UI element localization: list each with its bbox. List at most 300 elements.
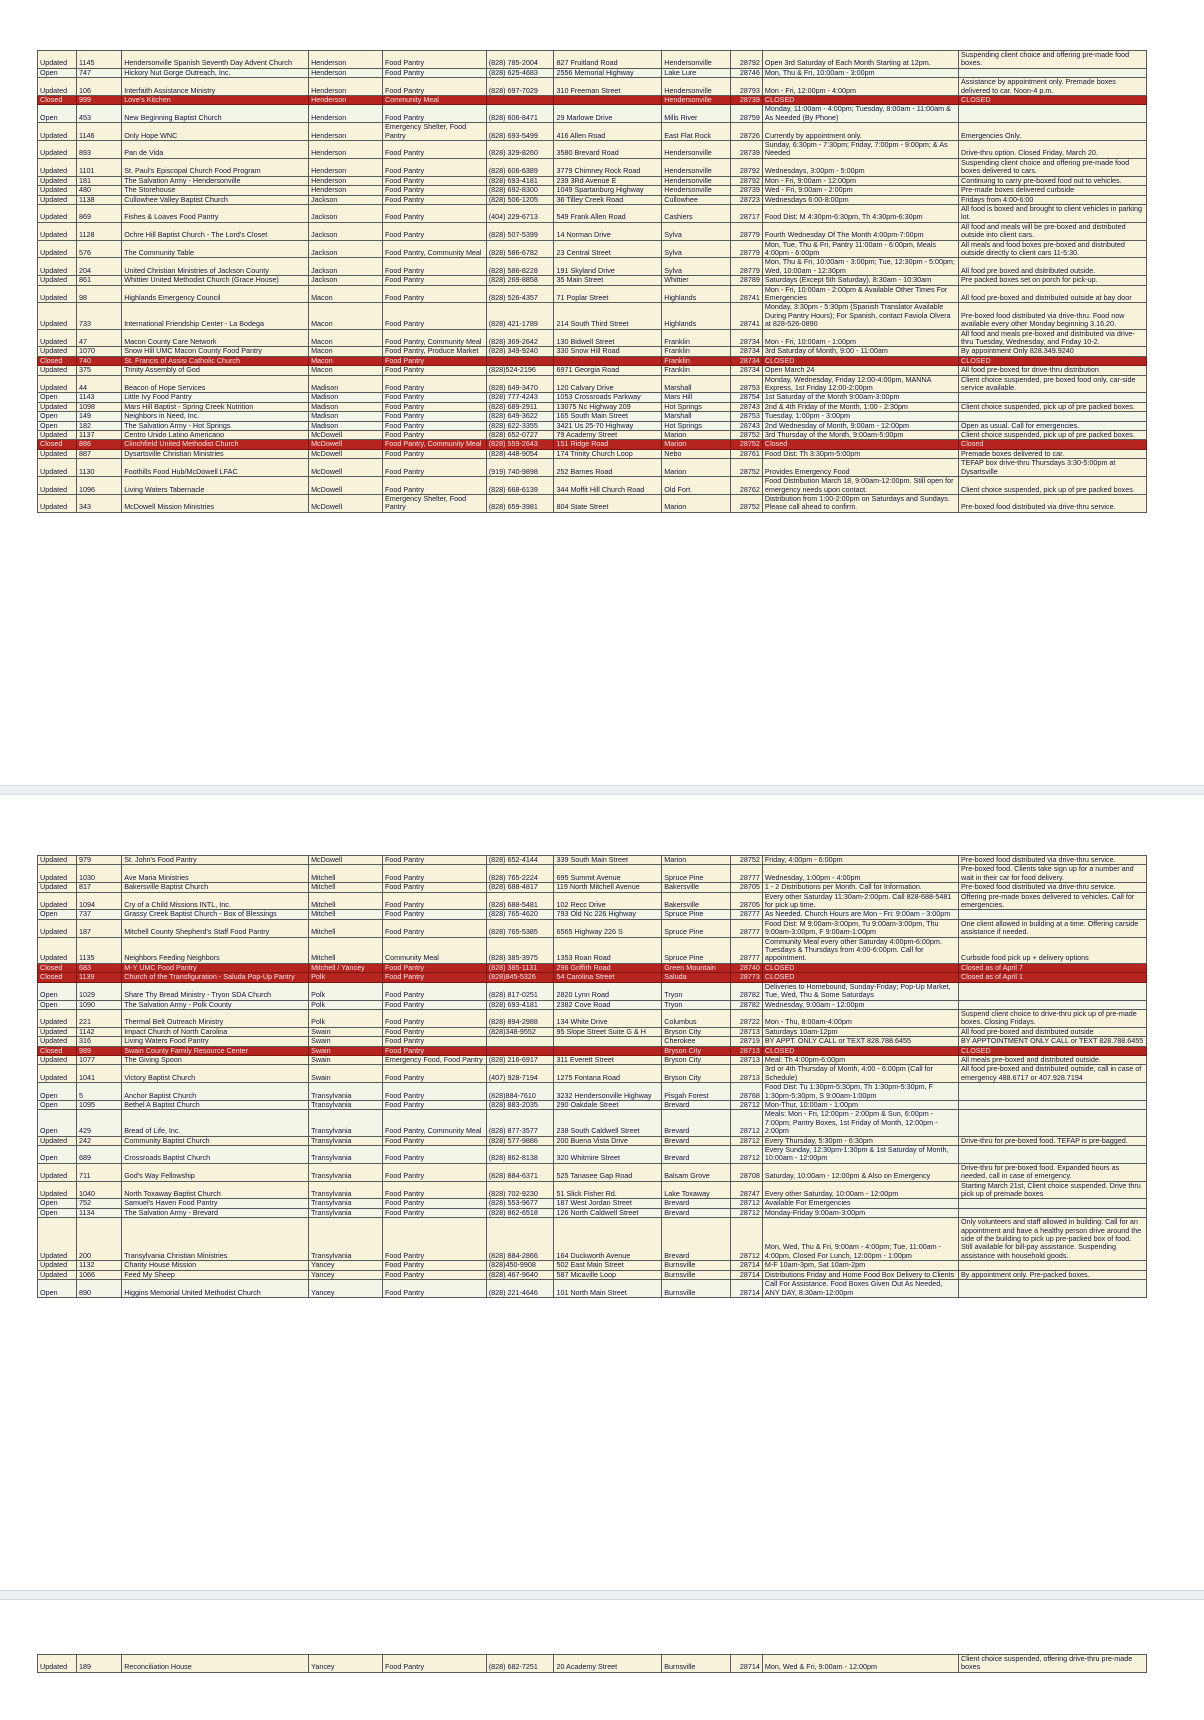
status-cell: Open bbox=[38, 1146, 77, 1164]
notes-cell: Assistance by appointment only. Premade boxes delivered to car. Noon-4 p.m. bbox=[959, 78, 1147, 96]
status-cell: Open bbox=[38, 910, 77, 919]
zip-cell: 28792 bbox=[731, 51, 763, 69]
hours-cell: Mon - Fri, 10:00am - 1:00pm bbox=[762, 329, 958, 347]
status-cell: Updated bbox=[38, 375, 77, 393]
address-cell bbox=[554, 1037, 662, 1046]
zip-cell: 28777 bbox=[731, 937, 763, 963]
city-cell: East Flat Rock bbox=[662, 123, 731, 141]
county-cell: Madison bbox=[309, 412, 383, 421]
sheet-page-2 bbox=[0, 795, 1204, 1590]
notes-cell: Pre-boxed food distributed via drive-thru service. bbox=[959, 856, 1147, 865]
county-cell: Mitchell bbox=[309, 892, 383, 910]
zip-cell: 28752 bbox=[731, 494, 763, 512]
id-cell: 1041 bbox=[77, 1065, 122, 1083]
phone-cell: (828) 329-8260 bbox=[486, 141, 554, 159]
name-cell: Macon County Care Network bbox=[122, 329, 309, 347]
address-cell: 695 Summit Avenue bbox=[554, 865, 662, 883]
name-cell: Clinchfield United Methodist Church bbox=[122, 440, 309, 449]
county-cell: McDowell bbox=[309, 477, 383, 495]
phone-cell: (828) 697-7029 bbox=[486, 78, 554, 96]
city-cell: Lake Lure bbox=[662, 68, 731, 77]
county-cell: Macon bbox=[309, 347, 383, 356]
county-cell: Henderson bbox=[309, 141, 383, 159]
county-cell: Jackson bbox=[309, 240, 383, 258]
phone-cell: (828) 862-6518 bbox=[486, 1208, 554, 1217]
hours-cell: 3rd Saturday of Month, 9:00 - 11:00am bbox=[762, 347, 958, 356]
hours-cell: 2nd & 4th Friday of the Month, 1:00 - 2:30pm bbox=[762, 402, 958, 411]
status-cell: Updated bbox=[38, 366, 77, 375]
name-cell: Cry of a Child Missions INTL, Inc. bbox=[122, 892, 309, 910]
name-cell: Crossroads Baptist Church bbox=[122, 1146, 309, 1164]
notes-cell: Emergencies Only. bbox=[959, 123, 1147, 141]
phone-cell: (828) 526-4357 bbox=[486, 285, 554, 303]
hours-cell: CLOSED bbox=[762, 1046, 958, 1055]
name-cell: Mitchell County Shepherd's Staff Food Pantry bbox=[122, 919, 309, 937]
address-cell: 1275 Fontana Road bbox=[554, 1065, 662, 1083]
city-cell: Mills River bbox=[662, 105, 731, 123]
zip-cell: 28777 bbox=[731, 865, 763, 883]
city-cell: Cashiers bbox=[662, 204, 731, 222]
hours-cell: Friday, 4:00pm - 6:00pm bbox=[762, 856, 958, 865]
zip-cell: 28712 bbox=[731, 1199, 763, 1208]
zip-cell: 28752 bbox=[731, 440, 763, 449]
hours-cell: Monday, 3:30pm - 5:30pm (Spanish Translator Available During Pantry Hours); For Spanish, contact Faviola Olvera at 828-526-0890 bbox=[762, 303, 958, 329]
table-row bbox=[38, 1037, 1147, 1046]
id-cell: 1098 bbox=[77, 402, 122, 411]
status-cell: Closed bbox=[38, 963, 77, 972]
table-row bbox=[38, 68, 1147, 77]
county-cell: Yancey bbox=[309, 1280, 383, 1298]
city-cell: Brevard bbox=[662, 1110, 731, 1136]
zip-cell: 28712 bbox=[731, 1136, 763, 1145]
table-row bbox=[38, 1009, 1147, 1027]
address-cell: 54 Carolina Street bbox=[554, 973, 662, 982]
type-cell: Food Pantry bbox=[382, 1000, 486, 1009]
phone-cell: (828) 682-7251 bbox=[486, 1655, 554, 1673]
address-cell: 320 Whitmire Street bbox=[554, 1146, 662, 1164]
city-cell: Hendersonville bbox=[662, 96, 731, 105]
city-cell: Bakersville bbox=[662, 883, 731, 892]
city-cell: Sylva bbox=[662, 240, 731, 258]
table-row bbox=[38, 329, 1147, 347]
name-cell: Hendersonville Spanish Seventh Day Advent Church bbox=[122, 51, 309, 69]
phone-cell: (828) 884-6371 bbox=[486, 1163, 554, 1181]
id-cell: 187 bbox=[77, 919, 122, 937]
hours-cell: 1 - 2 Distributions per Month. Call for Information. bbox=[762, 883, 958, 892]
type-cell: Food Pantry bbox=[382, 1218, 486, 1261]
city-cell: Highlands bbox=[662, 303, 731, 329]
id-cell: 1094 bbox=[77, 892, 122, 910]
notes-cell: Client choice suspended, pick up of pre packed boxes. bbox=[959, 431, 1147, 440]
address-cell: 2382 Cove Road bbox=[554, 1000, 662, 1009]
phone-cell: (828) 692-8300 bbox=[486, 186, 554, 195]
notes-cell: Closed as of April 7 bbox=[959, 963, 1147, 972]
address-cell: 95 Slope Street Suite G & H bbox=[554, 1027, 662, 1036]
zip-cell: 28719 bbox=[731, 1037, 763, 1046]
zip-cell: 28712 bbox=[731, 1110, 763, 1136]
name-cell: International Friendship Center - La Bodega bbox=[122, 303, 309, 329]
name-cell: Higgins Memorial United Methodist Church bbox=[122, 1280, 309, 1298]
address-cell bbox=[554, 356, 662, 365]
hours-cell: Mon - Fri, 9:00am - 12:00pm bbox=[762, 176, 958, 185]
table-row bbox=[38, 240, 1147, 258]
notes-cell: Pre-boxed food distributed via drive-thru service. bbox=[959, 883, 1147, 892]
zip-cell: 28712 bbox=[731, 1100, 763, 1109]
city-cell: Franklin bbox=[662, 356, 731, 365]
phone-cell: (828) 894-2988 bbox=[486, 1009, 554, 1027]
city-cell: Hendersonville bbox=[662, 78, 731, 96]
id-cell: 1130 bbox=[77, 459, 122, 477]
notes-cell bbox=[959, 1100, 1147, 1109]
name-cell: Living Waters Food Pantry bbox=[122, 1037, 309, 1046]
type-cell: Food Pantry bbox=[382, 78, 486, 96]
address-cell: 51 Slick Fisher Rd. bbox=[554, 1181, 662, 1199]
type-cell: Food Pantry bbox=[382, 195, 486, 204]
table-row bbox=[38, 883, 1147, 892]
table-row bbox=[38, 222, 1147, 240]
id-cell: 375 bbox=[77, 366, 122, 375]
city-cell: Bryson City bbox=[662, 1065, 731, 1083]
type-cell: Food Pantry bbox=[382, 1199, 486, 1208]
hours-cell: Wednesday, 1:00pm - 4:00pm bbox=[762, 865, 958, 883]
city-cell: Burnsville bbox=[662, 1280, 731, 1298]
phone-cell: (828) 785-2004 bbox=[486, 51, 554, 69]
type-cell: Food Pantry bbox=[382, 412, 486, 421]
zip-cell: 28714 bbox=[731, 1270, 763, 1279]
city-cell: Bryson City bbox=[662, 1027, 731, 1036]
zip-cell: 28741 bbox=[731, 303, 763, 329]
id-cell: 189 bbox=[77, 1655, 122, 1673]
type-cell: Food Pantry bbox=[382, 1270, 486, 1279]
type-cell: Food Pantry bbox=[382, 303, 486, 329]
notes-cell: Client choice suspended, pick up of pre packed boxes. bbox=[959, 402, 1147, 411]
id-cell: 316 bbox=[77, 1037, 122, 1046]
zip-cell: 28712 bbox=[731, 1146, 763, 1164]
id-cell: 989 bbox=[77, 1046, 122, 1055]
status-cell: Updated bbox=[38, 865, 77, 883]
type-cell: Food Pantry, Community Meal bbox=[382, 1110, 486, 1136]
table-row bbox=[38, 892, 1147, 910]
phone-cell: (828) 884-2866 bbox=[486, 1218, 554, 1261]
table-row bbox=[38, 449, 1147, 458]
address-cell: 549 Frank Allen Road bbox=[554, 204, 662, 222]
zip-cell: 28714 bbox=[731, 1261, 763, 1270]
name-cell: Fishes & Loaves Food Pantry bbox=[122, 204, 309, 222]
address-cell: 1353 Roan Road bbox=[554, 937, 662, 963]
county-cell: Henderson bbox=[309, 78, 383, 96]
zip-cell: 28754 bbox=[731, 393, 763, 402]
county-cell: Macon bbox=[309, 366, 383, 375]
zip-cell: 28793 bbox=[731, 78, 763, 96]
phone-cell: (828) 369-2642 bbox=[486, 329, 554, 347]
type-cell: Food Pantry bbox=[382, 68, 486, 77]
address-cell: 20 Academy Street bbox=[554, 1655, 662, 1673]
county-cell: Henderson bbox=[309, 186, 383, 195]
hours-cell: Wednesdays, 3:00pm - 5:00pm bbox=[762, 158, 958, 176]
county-cell: Jackson bbox=[309, 258, 383, 276]
city-cell: Pisgah Forest bbox=[662, 1083, 731, 1101]
hours-cell: Meals: Mon - Fri, 12:00pm - 2:00pm & Sun, 6:00pm - 7:00pm; Pantry Boxes, 1st Friday of Month, 12:00pm - 2:00pm bbox=[762, 1110, 958, 1136]
id-cell: 343 bbox=[77, 494, 122, 512]
city-cell: Burnsville bbox=[662, 1655, 731, 1673]
zip-cell: 28712 bbox=[731, 1218, 763, 1261]
hours-cell: Every other Saturday 11:30am-2:00pm. Call 828-688-5481 for pick up time. bbox=[762, 892, 958, 910]
city-cell: Hendersonville bbox=[662, 141, 731, 159]
address-cell: 793 Old Nc 226 Highway bbox=[554, 910, 662, 919]
zip-cell: 28759 bbox=[731, 105, 763, 123]
city-cell: Highlands bbox=[662, 285, 731, 303]
county-cell: Polk bbox=[309, 973, 383, 982]
county-cell: Henderson bbox=[309, 176, 383, 185]
table-row bbox=[38, 973, 1147, 982]
type-cell: Food Pantry bbox=[382, 477, 486, 495]
address-cell: 102 Recc Drive bbox=[554, 892, 662, 910]
phone-cell: (828) 693-5499 bbox=[486, 123, 554, 141]
status-cell: Updated bbox=[38, 176, 77, 185]
status-cell: Updated bbox=[38, 1009, 77, 1027]
county-cell: Polk bbox=[309, 1009, 383, 1027]
table-row bbox=[38, 105, 1147, 123]
address-cell: 187 West Jordan Street bbox=[554, 1199, 662, 1208]
id-cell: 576 bbox=[77, 240, 122, 258]
status-cell: Open bbox=[38, 1199, 77, 1208]
status-cell: Open bbox=[38, 68, 77, 77]
name-cell: The Storehouse bbox=[122, 186, 309, 195]
zip-cell: 28762 bbox=[731, 477, 763, 495]
notes-cell: Drive-thru option. Closed Friday, March 20. bbox=[959, 141, 1147, 159]
zip-cell: 28734 bbox=[731, 329, 763, 347]
status-cell: Updated bbox=[38, 1655, 77, 1673]
address-cell: 126 North Caldwell Street bbox=[554, 1208, 662, 1217]
notes-cell: Drive-thru for pre-boxed food. Expanded hours as needed, call in case of emergency. bbox=[959, 1163, 1147, 1181]
notes-cell: Client choice suspended, pre boxed food only, car-side service available. bbox=[959, 375, 1147, 393]
type-cell: Food Pantry bbox=[382, 1037, 486, 1046]
food-pantry-table-page-2 bbox=[37, 855, 1147, 1298]
status-cell: Updated bbox=[38, 1027, 77, 1036]
status-cell: Open bbox=[38, 1280, 77, 1298]
status-cell: Updated bbox=[38, 1270, 77, 1279]
hours-cell: As Needed. Church Hours are Mon - Fri: 9:00am - 3:00pm bbox=[762, 910, 958, 919]
table-row bbox=[38, 123, 1147, 141]
name-cell: God's Way Fellowship bbox=[122, 1163, 309, 1181]
zip-cell: 28739 bbox=[731, 141, 763, 159]
county-cell: Transylvania bbox=[309, 1083, 383, 1101]
status-cell: Open bbox=[38, 393, 77, 402]
notes-cell bbox=[959, 1083, 1147, 1101]
name-cell: M-Y UMC Food Pantry bbox=[122, 963, 309, 972]
status-cell: Updated bbox=[38, 258, 77, 276]
notes-cell: All food pre-boxed and distributed outside bbox=[959, 1027, 1147, 1036]
name-cell: The Salvation Army - Hendersonville bbox=[122, 176, 309, 185]
id-cell: 1128 bbox=[77, 222, 122, 240]
notes-cell: By appointment only. Pre-packed boxes. bbox=[959, 1270, 1147, 1279]
status-cell: Updated bbox=[38, 1136, 77, 1145]
id-cell: 106 bbox=[77, 78, 122, 96]
county-cell: Mitchell bbox=[309, 910, 383, 919]
status-cell: Updated bbox=[38, 240, 77, 258]
id-cell: 182 bbox=[77, 421, 122, 430]
id-cell: 737 bbox=[77, 910, 122, 919]
county-cell: Swain bbox=[309, 1065, 383, 1083]
county-cell: Polk bbox=[309, 1000, 383, 1009]
city-cell: Brevard bbox=[662, 1218, 731, 1261]
phone-cell: (828) 652-4144 bbox=[486, 856, 554, 865]
zip-cell: 28768 bbox=[731, 1083, 763, 1101]
phone-cell: (828)884-7610 bbox=[486, 1083, 554, 1101]
city-cell: Cherokee bbox=[662, 1037, 731, 1046]
notes-cell: Pre packed boxes set on porch for pick-up. bbox=[959, 276, 1147, 285]
phone-cell bbox=[486, 96, 554, 105]
table-row bbox=[38, 982, 1147, 1000]
phone-cell bbox=[486, 356, 554, 365]
city-cell: Marshall bbox=[662, 412, 731, 421]
address-cell: 165 South Main Street bbox=[554, 412, 662, 421]
county-cell: Macon bbox=[309, 285, 383, 303]
status-cell: Updated bbox=[38, 1218, 77, 1261]
address-cell: 238 South Caldwell Street bbox=[554, 1110, 662, 1136]
status-cell: Open bbox=[38, 1100, 77, 1109]
type-cell: Food Pantry bbox=[382, 1163, 486, 1181]
address-cell: 134 White Drive bbox=[554, 1009, 662, 1027]
hours-cell: Wed - Fri, 9:00am - 2:00pm bbox=[762, 186, 958, 195]
id-cell: 1139 bbox=[77, 973, 122, 982]
status-cell: Updated bbox=[38, 1261, 77, 1270]
city-cell: Lake Toxaway bbox=[662, 1181, 731, 1199]
phone-cell: (828) 689-2911 bbox=[486, 402, 554, 411]
table-row bbox=[38, 51, 1147, 69]
id-cell: 1134 bbox=[77, 1208, 122, 1217]
table-row bbox=[38, 303, 1147, 329]
table-body-page-3 bbox=[38, 1655, 1147, 1673]
address-cell: 339 South Main Street bbox=[554, 856, 662, 865]
county-cell: Transylvania bbox=[309, 1100, 383, 1109]
city-cell: Bakersville bbox=[662, 892, 731, 910]
status-cell: Updated bbox=[38, 347, 77, 356]
notes-cell: CLOSED bbox=[959, 356, 1147, 365]
city-cell: Whittier bbox=[662, 276, 731, 285]
notes-cell: BY APPTOINTMENT ONLY CALL or TEXT 828.788.6455 bbox=[959, 1037, 1147, 1046]
hours-cell: Meal: Th 4:00pm-6:00pm bbox=[762, 1055, 958, 1064]
hours-cell: Monday-Friday 9:00am-3:00pm bbox=[762, 1208, 958, 1217]
address-cell: 13075 Nc Highway 209 bbox=[554, 402, 662, 411]
id-cell: 480 bbox=[77, 186, 122, 195]
zip-cell: 28739 bbox=[731, 96, 763, 105]
name-cell: Grassy Creek Baptist Church - Box of Blessings bbox=[122, 910, 309, 919]
type-cell: Food Pantry, Produce Market bbox=[382, 347, 486, 356]
address-cell: 6971 Georgia Road bbox=[554, 366, 662, 375]
address-cell: 71 Poplar Street bbox=[554, 285, 662, 303]
table-row bbox=[38, 1136, 1147, 1145]
status-cell: Updated bbox=[38, 329, 77, 347]
notes-cell bbox=[959, 1146, 1147, 1164]
hours-cell: Deliveries to Homebound, Sunday-Friday; Pop-Up Market, Tue, Wed, Thu & Some Saturdays bbox=[762, 982, 958, 1000]
address-cell bbox=[554, 96, 662, 105]
table-row bbox=[38, 1218, 1147, 1261]
hours-cell: Call For Assistance. Food Boxes Given Out As Needed, ANY DAY, 8:30am-12:00pm bbox=[762, 1280, 958, 1298]
zip-cell: 28743 bbox=[731, 402, 763, 411]
type-cell: Food Pantry bbox=[382, 176, 486, 185]
table-row bbox=[38, 375, 1147, 393]
zip-cell: 28734 bbox=[731, 366, 763, 375]
id-cell: 242 bbox=[77, 1136, 122, 1145]
name-cell: Hickory Nut Gorge Outreach, Inc. bbox=[122, 68, 309, 77]
address-cell: 2820 Lynn Road bbox=[554, 982, 662, 1000]
table-row bbox=[38, 919, 1147, 937]
status-cell: Updated bbox=[38, 892, 77, 910]
phone-cell: (828) 693-4181 bbox=[486, 1000, 554, 1009]
address-cell: 35 Main Street bbox=[554, 276, 662, 285]
county-cell: Swain bbox=[309, 1037, 383, 1046]
table-row bbox=[38, 937, 1147, 963]
zip-cell: 28753 bbox=[731, 412, 763, 421]
notes-cell: All meals pre-boxed and distributed outside. bbox=[959, 1055, 1147, 1064]
type-cell: Food Pantry bbox=[382, 285, 486, 303]
id-cell: 893 bbox=[77, 141, 122, 159]
type-cell: Food Pantry bbox=[382, 1136, 486, 1145]
notes-cell bbox=[959, 1261, 1147, 1270]
address-cell: 174 Trinity Church Loop bbox=[554, 449, 662, 458]
status-cell: Closed bbox=[38, 96, 77, 105]
address-cell: 804 State Street bbox=[554, 494, 662, 512]
hours-cell: Community Meal every other Saturday 4:00pm-6:00pm. Tuesdays & Thursdays from 4:00-6:00pm. Call for appointment. bbox=[762, 937, 958, 963]
city-cell: Brevard bbox=[662, 1146, 731, 1164]
table-row bbox=[38, 865, 1147, 883]
phone-cell: (828) 559-2643 bbox=[486, 440, 554, 449]
address-cell: 3232 Hendersonville Highway bbox=[554, 1083, 662, 1101]
hours-cell: Food Dist: Th 3:30pm-5:00pm bbox=[762, 449, 958, 458]
table-row bbox=[38, 204, 1147, 222]
name-cell: Highlands Emergency Council bbox=[122, 285, 309, 303]
name-cell: The Salvation Army - Brevard bbox=[122, 1208, 309, 1217]
address-cell: 827 Fruitland Road bbox=[554, 51, 662, 69]
food-pantry-table-page-3 bbox=[37, 1654, 1147, 1673]
notes-cell: Only volunteers and staff allowed in building. Call for an appointment and have a healthy person drive around the side of the building to pick up pre-packed box of food. Still available for bill-pay assistance. Suspending assistance with household goods. bbox=[959, 1218, 1147, 1261]
id-cell: 1145 bbox=[77, 51, 122, 69]
id-cell: 890 bbox=[77, 1280, 122, 1298]
zip-cell: 28779 bbox=[731, 258, 763, 276]
notes-cell: Fridays from 4:00-6:00 bbox=[959, 195, 1147, 204]
notes-cell bbox=[959, 68, 1147, 77]
city-cell: Green Mountain bbox=[662, 963, 731, 972]
county-cell: Mitchell bbox=[309, 865, 383, 883]
phone-cell: (828) 421-1789 bbox=[486, 303, 554, 329]
hours-cell: Mon - Fri, 12:00pm - 4:00pm bbox=[762, 78, 958, 96]
address-cell: 2556 Memorial Highway bbox=[554, 68, 662, 77]
name-cell: Trinity Assembly of God bbox=[122, 366, 309, 375]
address-cell: 311 Everett Street bbox=[554, 1055, 662, 1064]
name-cell: Interfaith Assistance Ministry bbox=[122, 78, 309, 96]
phone-cell bbox=[486, 1037, 554, 1046]
phone-cell: (828)524-2196 bbox=[486, 366, 554, 375]
county-cell: Transylvania bbox=[309, 1110, 383, 1136]
city-cell: Hendersonville bbox=[662, 158, 731, 176]
city-cell: Franklin bbox=[662, 366, 731, 375]
type-cell: Food Pantry bbox=[382, 431, 486, 440]
name-cell: St. Francis of Assisi Catholic Church bbox=[122, 356, 309, 365]
zip-cell: 28746 bbox=[731, 68, 763, 77]
county-cell: Swain bbox=[309, 1027, 383, 1036]
phone-cell: (828) 817-0251 bbox=[486, 982, 554, 1000]
city-cell: Sylva bbox=[662, 258, 731, 276]
id-cell: 869 bbox=[77, 204, 122, 222]
county-cell: Transylvania bbox=[309, 1146, 383, 1164]
hours-cell: Tuesday, 1:00pm - 3:00pm bbox=[762, 412, 958, 421]
name-cell: Swain County Family Resource Center bbox=[122, 1046, 309, 1055]
notes-cell bbox=[959, 1110, 1147, 1136]
notes-cell: Closed as of April 1 bbox=[959, 973, 1147, 982]
name-cell: Snow Hill UMC Macon County Food Pantry bbox=[122, 347, 309, 356]
city-cell: Marion bbox=[662, 431, 731, 440]
